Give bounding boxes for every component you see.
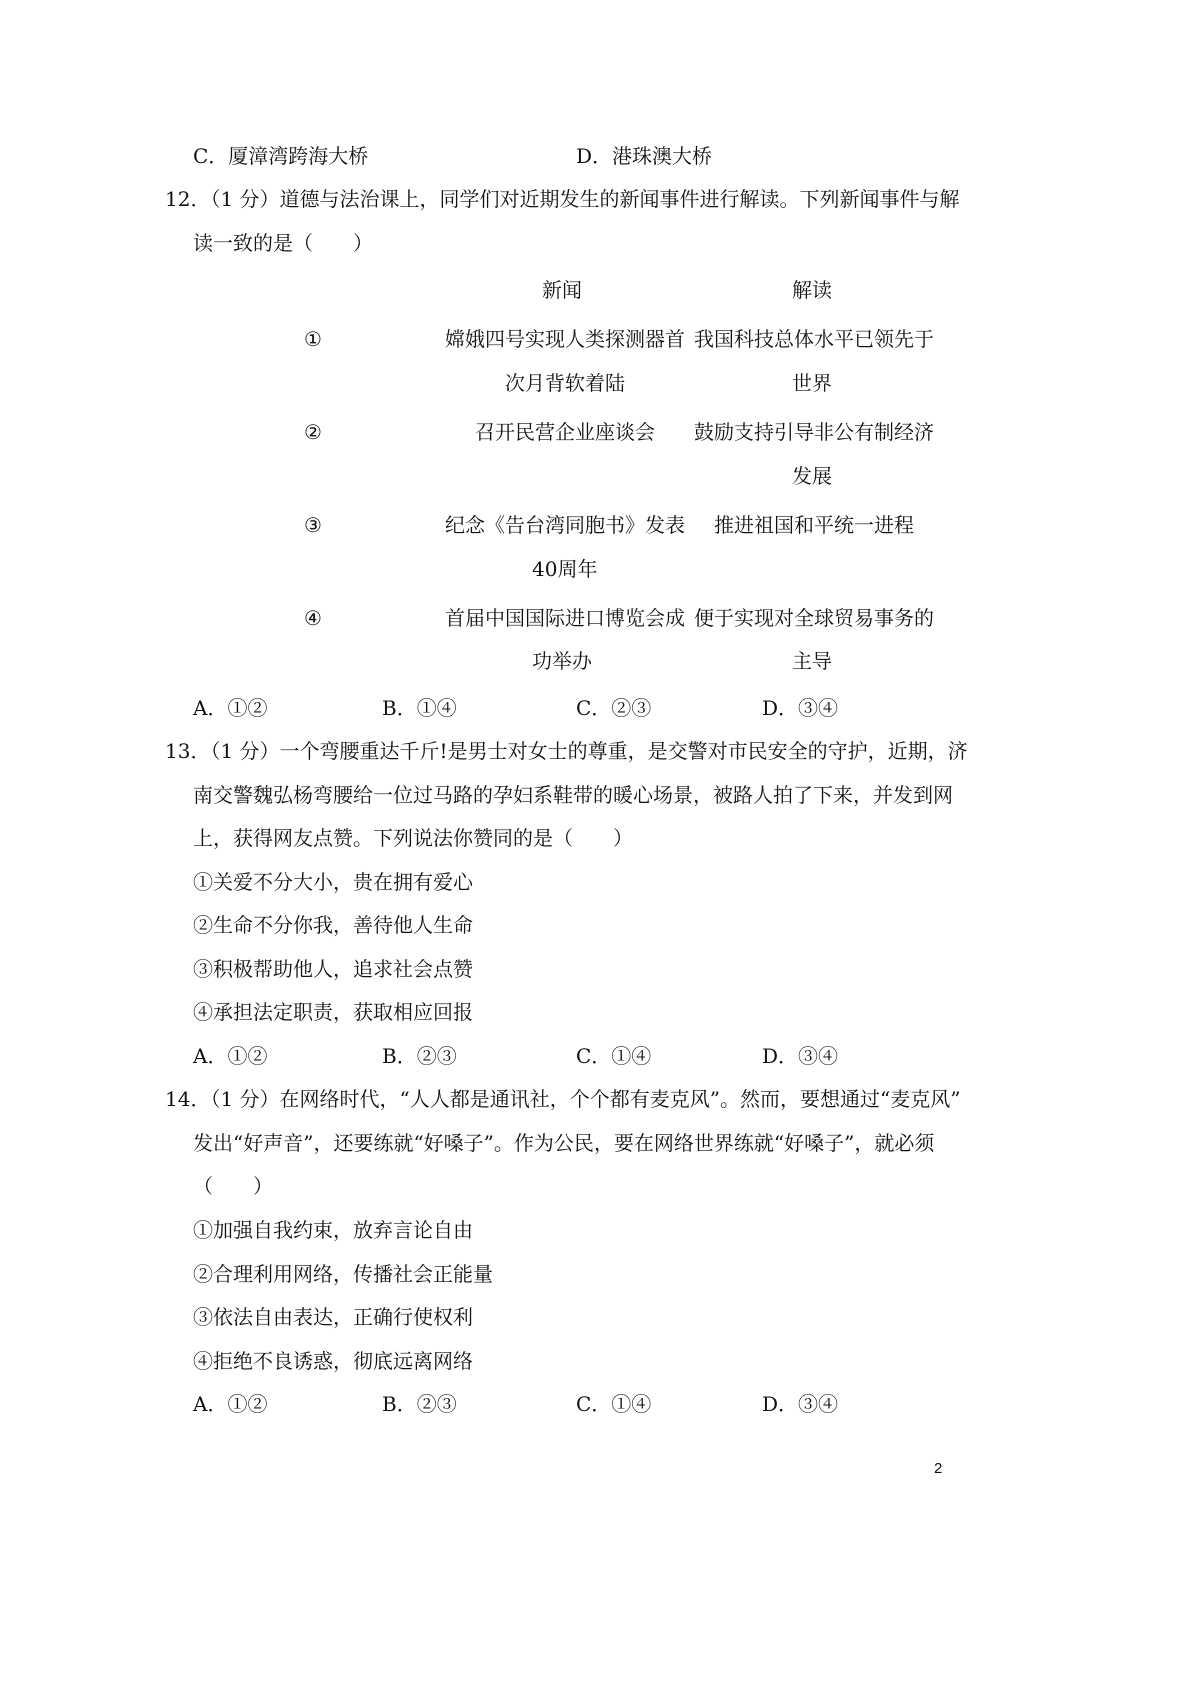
q14-statement: ④拒绝不良诱惑，彻底远离网络	[193, 1349, 473, 1373]
q12-option-a: A．①②	[193, 696, 268, 720]
q13-option-d: D．③④	[762, 1044, 839, 1068]
table-cell-news: 首届中国国际进口博览会成	[445, 606, 685, 630]
q13-statement: ②生命不分你我，善待他人生命	[193, 913, 473, 937]
q14-stem-line-2: 发出“好声音”，还要练就“好嗓子”。作为公民，要在网络世界练就“好嗓子”，就必须	[193, 1131, 935, 1155]
q14-statement: ③依法自由表达，正确行使权利	[193, 1305, 473, 1329]
table-row-number: ②	[304, 420, 322, 444]
q13-option-c: C．①④	[576, 1044, 652, 1068]
q12-option-d: D．③④	[762, 696, 839, 720]
table-cell-news: 次月背软着陆	[505, 371, 625, 395]
table-row-number: ④	[304, 606, 322, 630]
q13-option-b: B．②③	[382, 1044, 457, 1068]
q14-statement: ②合理利用网络，传播社会正能量	[193, 1262, 493, 1286]
table-cell-news: 嫦娥四号实现人类探测器首	[445, 327, 685, 351]
table-cell-reading: 便于实现对全球贸易事务的	[694, 606, 934, 630]
q12-option-c: C．②③	[576, 696, 652, 720]
q13-option-a: A．①②	[193, 1044, 268, 1068]
table-header-news: 新闻	[542, 278, 582, 302]
q11-option-d: D．港珠澳大桥	[576, 144, 713, 168]
table-cell-reading: 发展	[792, 464, 832, 488]
q13-stem-line-2: 南交警魏弘杨弯腰给一位过马路的孕妇系鞋带的暖心场景，被路人拍了下来，并发到网	[193, 783, 953, 807]
table-cell-news: 召开民营企业座谈会	[475, 420, 655, 444]
page-number: 2	[934, 1460, 943, 1477]
q13-stem-line-3: 上，获得网友点赞。下列说法你赞同的是（ ）	[193, 826, 633, 850]
table-header-reading: 解读	[792, 278, 832, 302]
table-cell-news: 功举办	[532, 649, 592, 673]
table-cell-reading: 鼓励支持引导非公有制经济	[694, 420, 934, 444]
table-cell-reading: 主导	[792, 649, 832, 673]
q14-option-c: C．①④	[576, 1392, 652, 1416]
q14-statement: ①加强自我约束，放弃言论自由	[193, 1218, 473, 1242]
q13-statement: ①关爱不分大小，贵在拥有爱心	[193, 870, 473, 894]
table-cell-news: 纪念《告台湾同胞书》发表	[445, 513, 685, 537]
q14-option-d: D．③④	[762, 1392, 839, 1416]
q14-stem-line-3: （ ）	[193, 1174, 273, 1198]
q14-option-b: B．②③	[382, 1392, 457, 1416]
table-cell-news: 40周年	[532, 557, 598, 581]
table-cell-reading: 世界	[792, 371, 832, 395]
q13-statement: ③积极帮助他人，追求社会点赞	[193, 957, 473, 981]
q13-stem-line-1: 13．（1 分）一个弯腰重达千斤!是男士对女士的尊重，是交警对市民安全的守护，近期，济	[165, 739, 968, 763]
table-row-number: ①	[304, 327, 322, 351]
q12-stem-line-1: 12．（1 分）道德与法治课上，同学们对近期发生的新闻事件进行解读。下列新闻事件与解	[165, 187, 960, 211]
q12-stem-line-2: 读一致的是（ ）	[193, 231, 373, 255]
q12-option-b: B．①④	[382, 696, 457, 720]
q11-option-c: C．厦漳湾跨海大桥	[193, 144, 369, 168]
q14-stem-line-1: 14．（1 分）在网络时代，“人人都是通讯社，个个都有麦克风”。然而，要想通过“麦克风”	[165, 1087, 961, 1111]
table-row-number: ③	[304, 513, 322, 537]
table-cell-reading: 我国科技总体水平已领先于	[694, 327, 934, 351]
table-cell-reading: 推进祖国和平统一进程	[714, 513, 914, 537]
q13-statement: ④承担法定职责，获取相应回报	[193, 1000, 473, 1024]
q14-option-a: A．①②	[193, 1392, 268, 1416]
